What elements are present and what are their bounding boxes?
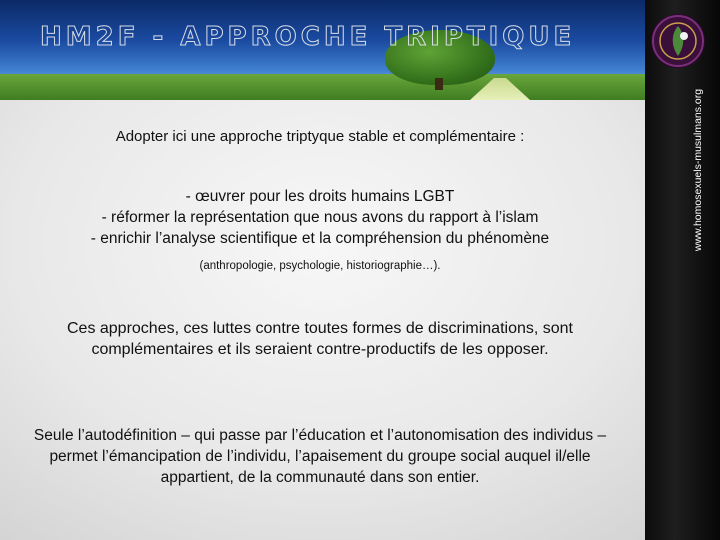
page-title: HM2F - APPROCHE TRIPTIQUE (40, 22, 576, 52)
organization-logo-icon (651, 14, 705, 68)
note-text: (anthropologie, psychologie, historiographie…). (199, 260, 441, 272)
intro-text: Adopter ici une approche triptyque stable et complémentaire : (115, 128, 525, 145)
list-item: - réformer la représentation que nous avons du rapport à l’islam (101, 209, 539, 226)
list-item: - œuvrer pour les droits humains LGBT (185, 188, 455, 205)
paragraph-self-definition: Seule l’autodéfinition – qui passe par l’éducation et l’autonomisation des individus – permet l’émancipation de l’individu, l’apaisement du groupe social auquel il/elle appartient, de la communauté dans son entier. (33, 427, 607, 486)
approach-list (20, 186, 620, 249)
side-bar (645, 0, 720, 540)
website-url: www.homosexuels-musulmans.org (692, 88, 704, 252)
paragraph-complementary: Ces approches, ces luttes contre toutes formes de discriminations, sont complémentaires et ils seraient contre-productifs de les opposer. (66, 320, 573, 358)
list-item: - enrichir l’analyse scientifique et la compréhension du phénomène (90, 230, 550, 247)
tree-trunk (435, 78, 443, 90)
meadow-image (0, 74, 645, 100)
